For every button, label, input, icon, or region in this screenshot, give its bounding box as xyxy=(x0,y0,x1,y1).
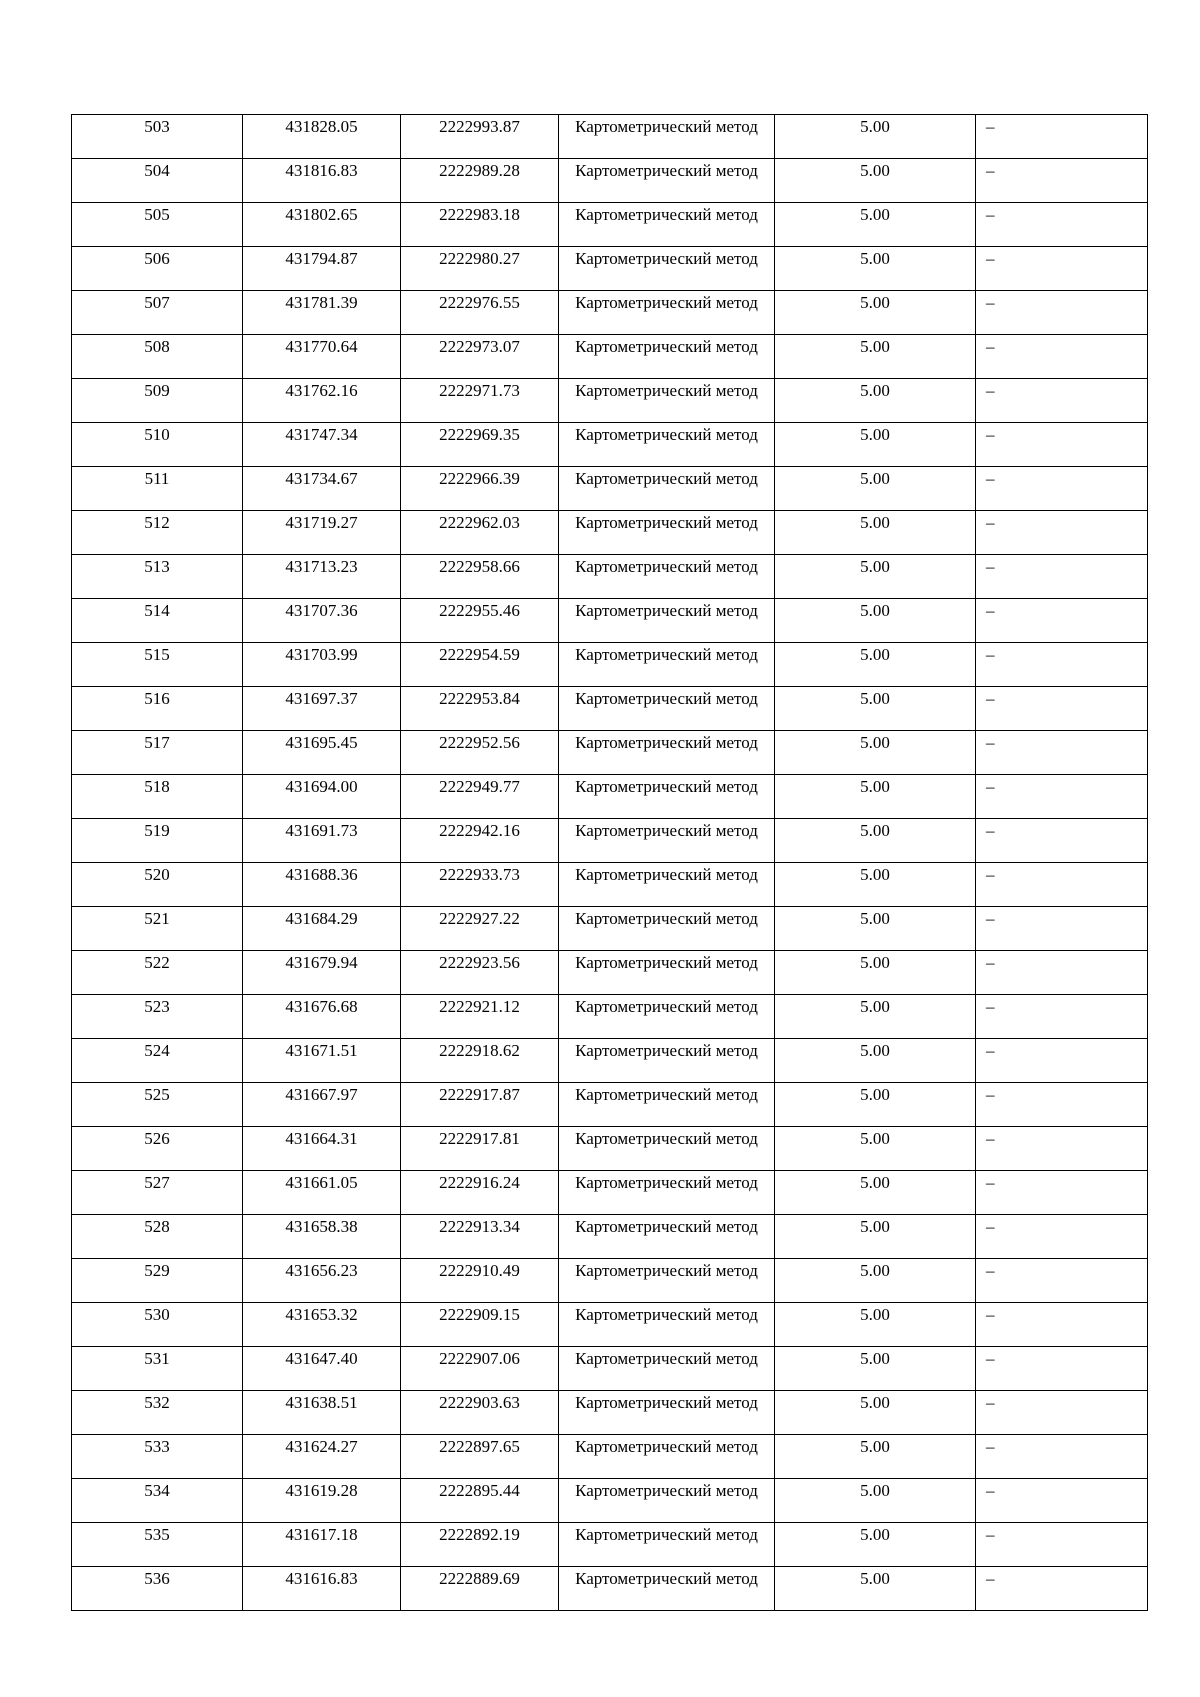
y-coordinate-cell: 2222916.24 xyxy=(401,1171,559,1215)
y-coordinate-cell: 2222958.66 xyxy=(401,555,559,599)
note-cell: – xyxy=(976,555,1148,599)
point-number-cell: 528 xyxy=(72,1215,243,1259)
x-coordinate-cell: 431713.23 xyxy=(243,555,401,599)
note-cell: – xyxy=(976,1391,1148,1435)
method-cell: Картометрический метод xyxy=(559,291,775,335)
y-coordinate-cell: 2222910.49 xyxy=(401,1259,559,1303)
point-number-cell: 515 xyxy=(72,643,243,687)
x-coordinate-cell: 431671.51 xyxy=(243,1039,401,1083)
precision-cell: 5.00 xyxy=(775,1083,976,1127)
precision-cell: 5.00 xyxy=(775,335,976,379)
precision-cell: 5.00 xyxy=(775,687,976,731)
y-coordinate-cell: 2222949.77 xyxy=(401,775,559,819)
y-coordinate-cell: 2222954.59 xyxy=(401,643,559,687)
x-coordinate-cell: 431762.16 xyxy=(243,379,401,423)
x-coordinate-cell: 431638.51 xyxy=(243,1391,401,1435)
point-number-cell: 508 xyxy=(72,335,243,379)
precision-cell: 5.00 xyxy=(775,731,976,775)
note-cell: – xyxy=(976,995,1148,1039)
point-number-cell: 504 xyxy=(72,159,243,203)
point-number-cell: 526 xyxy=(72,1127,243,1171)
method-cell: Картометрический метод xyxy=(559,335,775,379)
precision-cell: 5.00 xyxy=(775,1127,976,1171)
note-cell: – xyxy=(976,1523,1148,1567)
note-cell: – xyxy=(976,511,1148,555)
note-cell: – xyxy=(976,115,1148,159)
y-coordinate-cell: 2222976.55 xyxy=(401,291,559,335)
note-cell: – xyxy=(976,291,1148,335)
point-number-cell: 503 xyxy=(72,115,243,159)
precision-cell: 5.00 xyxy=(775,511,976,555)
x-coordinate-cell: 431734.67 xyxy=(243,467,401,511)
x-coordinate-cell: 431794.87 xyxy=(243,247,401,291)
x-coordinate-cell: 431719.27 xyxy=(243,511,401,555)
note-cell: – xyxy=(976,1435,1148,1479)
y-coordinate-cell: 2222918.62 xyxy=(401,1039,559,1083)
point-number-cell: 530 xyxy=(72,1303,243,1347)
coordinates-table-body xyxy=(72,115,1148,1611)
table-row xyxy=(72,1567,1148,1611)
note-cell: – xyxy=(976,1127,1148,1171)
method-cell: Картометрический метод xyxy=(559,643,775,687)
table-row xyxy=(72,951,1148,995)
table-row xyxy=(72,1523,1148,1567)
x-coordinate-cell: 431619.28 xyxy=(243,1479,401,1523)
table-row xyxy=(72,1347,1148,1391)
table-row xyxy=(72,1391,1148,1435)
point-number-cell: 533 xyxy=(72,1435,243,1479)
y-coordinate-cell: 2222903.63 xyxy=(401,1391,559,1435)
precision-cell: 5.00 xyxy=(775,379,976,423)
x-coordinate-cell: 431624.27 xyxy=(243,1435,401,1479)
note-cell: – xyxy=(976,203,1148,247)
point-number-cell: 527 xyxy=(72,1171,243,1215)
precision-cell: 5.00 xyxy=(775,159,976,203)
x-coordinate-cell: 431658.38 xyxy=(243,1215,401,1259)
precision-cell: 5.00 xyxy=(775,203,976,247)
table-row xyxy=(72,1127,1148,1171)
note-cell: – xyxy=(976,687,1148,731)
x-coordinate-cell: 431676.68 xyxy=(243,995,401,1039)
precision-cell: 5.00 xyxy=(775,1303,976,1347)
table-row xyxy=(72,995,1148,1039)
precision-cell: 5.00 xyxy=(775,1215,976,1259)
x-coordinate-cell: 431653.32 xyxy=(243,1303,401,1347)
table-row xyxy=(72,907,1148,951)
x-coordinate-cell: 431664.31 xyxy=(243,1127,401,1171)
method-cell: Картометрический метод xyxy=(559,115,775,159)
note-cell: – xyxy=(976,247,1148,291)
table-row xyxy=(72,159,1148,203)
note-cell: – xyxy=(976,1215,1148,1259)
x-coordinate-cell: 431667.97 xyxy=(243,1083,401,1127)
x-coordinate-cell: 431695.45 xyxy=(243,731,401,775)
note-cell: – xyxy=(976,1171,1148,1215)
point-number-cell: 531 xyxy=(72,1347,243,1391)
table-row xyxy=(72,467,1148,511)
precision-cell: 5.00 xyxy=(775,995,976,1039)
x-coordinate-cell: 431684.29 xyxy=(243,907,401,951)
table-row xyxy=(72,643,1148,687)
method-cell: Картометрический метод xyxy=(559,995,775,1039)
y-coordinate-cell: 2222927.22 xyxy=(401,907,559,951)
note-cell: – xyxy=(976,863,1148,907)
x-coordinate-cell: 431656.23 xyxy=(243,1259,401,1303)
y-coordinate-cell: 2222895.44 xyxy=(401,1479,559,1523)
y-coordinate-cell: 2222962.03 xyxy=(401,511,559,555)
y-coordinate-cell: 2222969.35 xyxy=(401,423,559,467)
table-row xyxy=(72,511,1148,555)
y-coordinate-cell: 2222909.15 xyxy=(401,1303,559,1347)
precision-cell: 5.00 xyxy=(775,819,976,863)
note-cell: – xyxy=(976,775,1148,819)
table-row xyxy=(72,731,1148,775)
point-number-cell: 507 xyxy=(72,291,243,335)
method-cell: Картометрический метод xyxy=(559,379,775,423)
table-row xyxy=(72,1479,1148,1523)
method-cell: Картометрический метод xyxy=(559,1523,775,1567)
table-row xyxy=(72,687,1148,731)
table-row xyxy=(72,1083,1148,1127)
y-coordinate-cell: 2222966.39 xyxy=(401,467,559,511)
precision-cell: 5.00 xyxy=(775,467,976,511)
y-coordinate-cell: 2222983.18 xyxy=(401,203,559,247)
note-cell: – xyxy=(976,907,1148,951)
x-coordinate-cell: 431647.40 xyxy=(243,1347,401,1391)
point-number-cell: 519 xyxy=(72,819,243,863)
table-row xyxy=(72,115,1148,159)
point-number-cell: 524 xyxy=(72,1039,243,1083)
point-number-cell: 535 xyxy=(72,1523,243,1567)
precision-cell: 5.00 xyxy=(775,1259,976,1303)
table-row xyxy=(72,775,1148,819)
y-coordinate-cell: 2222917.81 xyxy=(401,1127,559,1171)
point-number-cell: 505 xyxy=(72,203,243,247)
y-coordinate-cell: 2222952.56 xyxy=(401,731,559,775)
table-row xyxy=(72,1303,1148,1347)
precision-cell: 5.00 xyxy=(775,775,976,819)
point-number-cell: 534 xyxy=(72,1479,243,1523)
note-cell: – xyxy=(976,379,1148,423)
precision-cell: 5.00 xyxy=(775,555,976,599)
table-row xyxy=(72,247,1148,291)
table-row xyxy=(72,1171,1148,1215)
method-cell: Картометрический метод xyxy=(559,1435,775,1479)
point-number-cell: 536 xyxy=(72,1567,243,1611)
point-number-cell: 522 xyxy=(72,951,243,995)
x-coordinate-cell: 431816.83 xyxy=(243,159,401,203)
precision-cell: 5.00 xyxy=(775,1479,976,1523)
method-cell: Картометрический метод xyxy=(559,819,775,863)
table-row xyxy=(72,335,1148,379)
point-number-cell: 532 xyxy=(72,1391,243,1435)
precision-cell: 5.00 xyxy=(775,599,976,643)
y-coordinate-cell: 2222993.87 xyxy=(401,115,559,159)
point-number-cell: 510 xyxy=(72,423,243,467)
table-row xyxy=(72,863,1148,907)
y-coordinate-cell: 2222917.87 xyxy=(401,1083,559,1127)
table-row xyxy=(72,555,1148,599)
y-coordinate-cell: 2222913.34 xyxy=(401,1215,559,1259)
table-row xyxy=(72,291,1148,335)
table-row xyxy=(72,203,1148,247)
note-cell: – xyxy=(976,1567,1148,1611)
method-cell: Картометрический метод xyxy=(559,159,775,203)
method-cell: Картометрический метод xyxy=(559,775,775,819)
precision-cell: 5.00 xyxy=(775,951,976,995)
table-row xyxy=(72,1435,1148,1479)
x-coordinate-cell: 431617.18 xyxy=(243,1523,401,1567)
method-cell: Картометрический метод xyxy=(559,1127,775,1171)
note-cell: – xyxy=(976,819,1148,863)
x-coordinate-cell: 431688.36 xyxy=(243,863,401,907)
precision-cell: 5.00 xyxy=(775,1435,976,1479)
x-coordinate-cell: 431747.34 xyxy=(243,423,401,467)
note-cell: – xyxy=(976,335,1148,379)
y-coordinate-cell: 2222921.12 xyxy=(401,995,559,1039)
point-number-cell: 520 xyxy=(72,863,243,907)
precision-cell: 5.00 xyxy=(775,247,976,291)
method-cell: Картометрический метод xyxy=(559,951,775,995)
x-coordinate-cell: 431770.64 xyxy=(243,335,401,379)
method-cell: Картометрический метод xyxy=(559,1303,775,1347)
note-cell: – xyxy=(976,599,1148,643)
point-number-cell: 523 xyxy=(72,995,243,1039)
precision-cell: 5.00 xyxy=(775,907,976,951)
point-number-cell: 509 xyxy=(72,379,243,423)
note-cell: – xyxy=(976,423,1148,467)
precision-cell: 5.00 xyxy=(775,863,976,907)
precision-cell: 5.00 xyxy=(775,1171,976,1215)
x-coordinate-cell: 431691.73 xyxy=(243,819,401,863)
y-coordinate-cell: 2222955.46 xyxy=(401,599,559,643)
x-coordinate-cell: 431697.37 xyxy=(243,687,401,731)
x-coordinate-cell: 431781.39 xyxy=(243,291,401,335)
point-number-cell: 529 xyxy=(72,1259,243,1303)
precision-cell: 5.00 xyxy=(775,1391,976,1435)
method-cell: Картометрический метод xyxy=(559,467,775,511)
table-row xyxy=(72,1259,1148,1303)
x-coordinate-cell: 431679.94 xyxy=(243,951,401,995)
method-cell: Картометрический метод xyxy=(559,1567,775,1611)
x-coordinate-cell: 431616.83 xyxy=(243,1567,401,1611)
precision-cell: 5.00 xyxy=(775,643,976,687)
y-coordinate-cell: 2222971.73 xyxy=(401,379,559,423)
method-cell: Картометрический метод xyxy=(559,203,775,247)
y-coordinate-cell: 2222980.27 xyxy=(401,247,559,291)
x-coordinate-cell: 431802.65 xyxy=(243,203,401,247)
precision-cell: 5.00 xyxy=(775,1523,976,1567)
point-number-cell: 513 xyxy=(72,555,243,599)
y-coordinate-cell: 2222889.69 xyxy=(401,1567,559,1611)
method-cell: Картометрический метод xyxy=(559,687,775,731)
precision-cell: 5.00 xyxy=(775,423,976,467)
note-cell: – xyxy=(976,1083,1148,1127)
method-cell: Картометрический метод xyxy=(559,907,775,951)
point-number-cell: 511 xyxy=(72,467,243,511)
y-coordinate-cell: 2222973.07 xyxy=(401,335,559,379)
y-coordinate-cell: 2222953.84 xyxy=(401,687,559,731)
note-cell: – xyxy=(976,159,1148,203)
method-cell: Картометрический метод xyxy=(559,511,775,555)
table-row xyxy=(72,1039,1148,1083)
y-coordinate-cell: 2222923.56 xyxy=(401,951,559,995)
note-cell: – xyxy=(976,1039,1148,1083)
method-cell: Картометрический метод xyxy=(559,863,775,907)
method-cell: Картометрический метод xyxy=(559,1259,775,1303)
method-cell: Картометрический метод xyxy=(559,599,775,643)
method-cell: Картометрический метод xyxy=(559,1171,775,1215)
point-number-cell: 506 xyxy=(72,247,243,291)
table-row xyxy=(72,379,1148,423)
method-cell: Картометрический метод xyxy=(559,1083,775,1127)
y-coordinate-cell: 2222907.06 xyxy=(401,1347,559,1391)
precision-cell: 5.00 xyxy=(775,115,976,159)
method-cell: Картометрический метод xyxy=(559,1215,775,1259)
x-coordinate-cell: 431707.36 xyxy=(243,599,401,643)
y-coordinate-cell: 2222933.73 xyxy=(401,863,559,907)
precision-cell: 5.00 xyxy=(775,1567,976,1611)
point-number-cell: 521 xyxy=(72,907,243,951)
table-row xyxy=(72,423,1148,467)
y-coordinate-cell: 2222989.28 xyxy=(401,159,559,203)
note-cell: – xyxy=(976,731,1148,775)
table-row xyxy=(72,819,1148,863)
method-cell: Картометрический метод xyxy=(559,1039,775,1083)
y-coordinate-cell: 2222892.19 xyxy=(401,1523,559,1567)
point-number-cell: 516 xyxy=(72,687,243,731)
point-number-cell: 512 xyxy=(72,511,243,555)
note-cell: – xyxy=(976,1479,1148,1523)
table-row xyxy=(72,1215,1148,1259)
note-cell: – xyxy=(976,1303,1148,1347)
note-cell: – xyxy=(976,467,1148,511)
y-coordinate-cell: 2222942.16 xyxy=(401,819,559,863)
precision-cell: 5.00 xyxy=(775,291,976,335)
x-coordinate-cell: 431694.00 xyxy=(243,775,401,819)
point-number-cell: 517 xyxy=(72,731,243,775)
method-cell: Картометрический метод xyxy=(559,555,775,599)
table-row xyxy=(72,599,1148,643)
note-cell: – xyxy=(976,1347,1148,1391)
method-cell: Картометрический метод xyxy=(559,423,775,467)
x-coordinate-cell: 431661.05 xyxy=(243,1171,401,1215)
method-cell: Картометрический метод xyxy=(559,1347,775,1391)
point-number-cell: 525 xyxy=(72,1083,243,1127)
x-coordinate-cell: 431703.99 xyxy=(243,643,401,687)
note-cell: – xyxy=(976,643,1148,687)
method-cell: Картометрический метод xyxy=(559,731,775,775)
y-coordinate-cell: 2222897.65 xyxy=(401,1435,559,1479)
point-number-cell: 514 xyxy=(72,599,243,643)
note-cell: – xyxy=(976,951,1148,995)
x-coordinate-cell: 431828.05 xyxy=(243,115,401,159)
note-cell: – xyxy=(976,1259,1148,1303)
coordinates-table xyxy=(71,114,1148,1611)
precision-cell: 5.00 xyxy=(775,1039,976,1083)
precision-cell: 5.00 xyxy=(775,1347,976,1391)
method-cell: Картометрический метод xyxy=(559,1479,775,1523)
point-number-cell: 518 xyxy=(72,775,243,819)
method-cell: Картометрический метод xyxy=(559,1391,775,1435)
method-cell: Картометрический метод xyxy=(559,247,775,291)
